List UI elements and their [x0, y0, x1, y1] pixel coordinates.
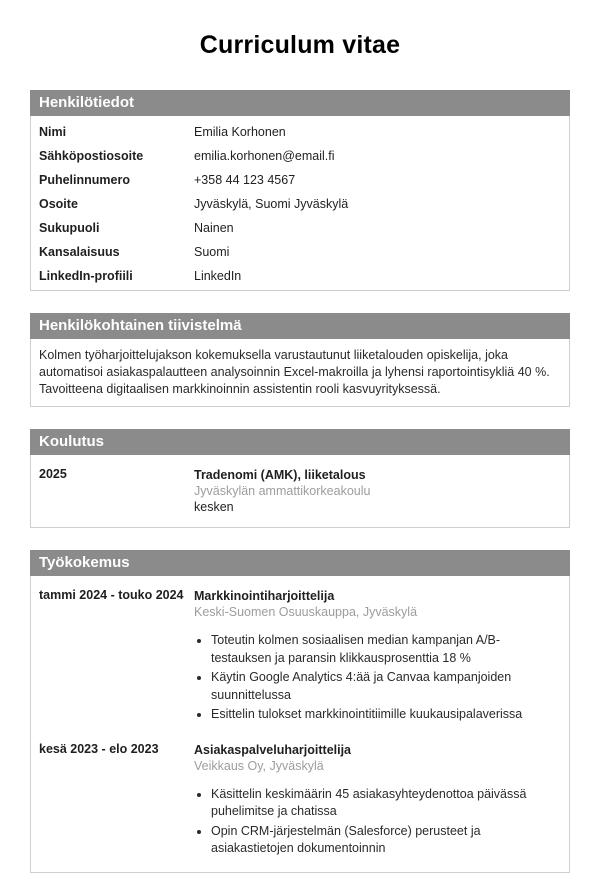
field-label-linkedin: LinkedIn-profiili — [39, 269, 133, 283]
experience-bullet-list — [194, 786, 555, 858]
section-header-experience: Työkokemus — [30, 550, 570, 576]
education-school: Jyväskylän ammattikorkeakoulu — [194, 484, 371, 498]
page-title: Curriculum vitae — [199, 31, 401, 59]
education-entries — [30, 455, 570, 528]
experience-bullet: • Käsittelin keskimäärin 45 asiakasyhteydenottoa päivässä puhelimitse ja chatissa — [211, 786, 555, 821]
document-body — [30, 90, 570, 873]
experience-bullet-list — [194, 632, 555, 724]
experience-period: tammi 2024 - touko 2024 — [39, 588, 184, 602]
education-status: kesken — [194, 500, 234, 514]
field-value-phone: +358 44 123 4567 — [194, 173, 296, 187]
experience-bullet: • Esittelin tulokset markkinointitiimille kuukausipalaverissa — [211, 706, 555, 724]
table-row — [31, 240, 569, 264]
table-row — [31, 192, 569, 216]
experience-job-title: Asiakaspalveluharjoittelija — [194, 742, 352, 757]
experience-bullet: • Käytin Google Analytics 4:ää ja Canvaa kampanjoiden suunnittelussa — [211, 669, 555, 704]
education-degree: Tradenomi (AMK), liiketalous — [194, 468, 366, 482]
experience-details — [194, 742, 561, 860]
education-entry — [39, 467, 561, 515]
summary-text: Kolmen työharjoittelujakson kokemuksella varustautunut liiketalouden opiskelija, joka automatisoi asiakaspalautteen analysoinnin Excel-makroilla ja lyhensi raportointisykliä 40 %. Tavoitteena digitaalisen markkinoinnin assistentin rooli kasvuyrityksessä. — [39, 348, 550, 396]
experience-entry — [39, 588, 561, 726]
table-row — [31, 216, 569, 240]
experience-job-title: Markkinointiharjoittelija — [194, 589, 335, 603]
personal-info-table — [30, 116, 570, 291]
section-header-education: Koulutus — [30, 429, 570, 455]
field-value-linkedin: LinkedIn — [194, 269, 242, 283]
experience-entries — [30, 576, 570, 873]
section-summary — [30, 313, 570, 407]
education-period: 2025 — [39, 467, 67, 481]
field-value-email: emilia.korhonen@email.fi — [194, 149, 335, 163]
summary-box — [30, 339, 570, 407]
field-label-name: Nimi — [39, 125, 67, 139]
experience-details — [194, 588, 561, 726]
education-details — [194, 467, 561, 515]
field-value-nationality: Suomi — [194, 245, 230, 259]
section-header-summary: Henkilökohtainen tiivistelmä — [30, 313, 570, 339]
field-value-gender: Nainen — [194, 221, 234, 235]
section-experience — [30, 550, 570, 873]
experience-bullet: • Toteutin kolmen sosiaalisen median kampanjan A/B-testauksen ja paransin klikkausprosenttia 18 % — [211, 632, 555, 667]
experience-period: kesä 2023 - elo 2023 — [39, 741, 159, 756]
field-label-address: Osoite — [39, 197, 78, 211]
field-label-nationality: Kansalaisuus — [39, 245, 120, 259]
field-label-phone: Puhelinnumero — [39, 173, 130, 187]
experience-company: Keski-Suomen Osuuskauppa, Jyväskylä — [194, 605, 418, 619]
field-label-gender: Sukupuoli — [39, 221, 100, 235]
field-value-name: Emilia Korhonen — [194, 125, 286, 139]
table-row — [31, 120, 569, 144]
field-value-address: Jyväskylä, Suomi Jyväskylä — [194, 197, 349, 211]
section-header-personal-info: Henkilötiedot — [30, 90, 570, 116]
experience-company: Veikkaus Oy, Jyväskylä — [194, 758, 324, 773]
field-label-email: Sähköpostiosoite — [39, 149, 144, 163]
experience-entry — [39, 742, 561, 860]
experience-bullet: • Opin CRM-järjestelmän (Salesforce) perusteet ja asiakastietojen dokumentoinnin — [211, 823, 555, 858]
section-education — [30, 429, 570, 528]
table-row — [31, 168, 569, 192]
table-row — [31, 264, 569, 288]
section-personal-info — [30, 90, 570, 291]
table-row — [31, 144, 569, 168]
